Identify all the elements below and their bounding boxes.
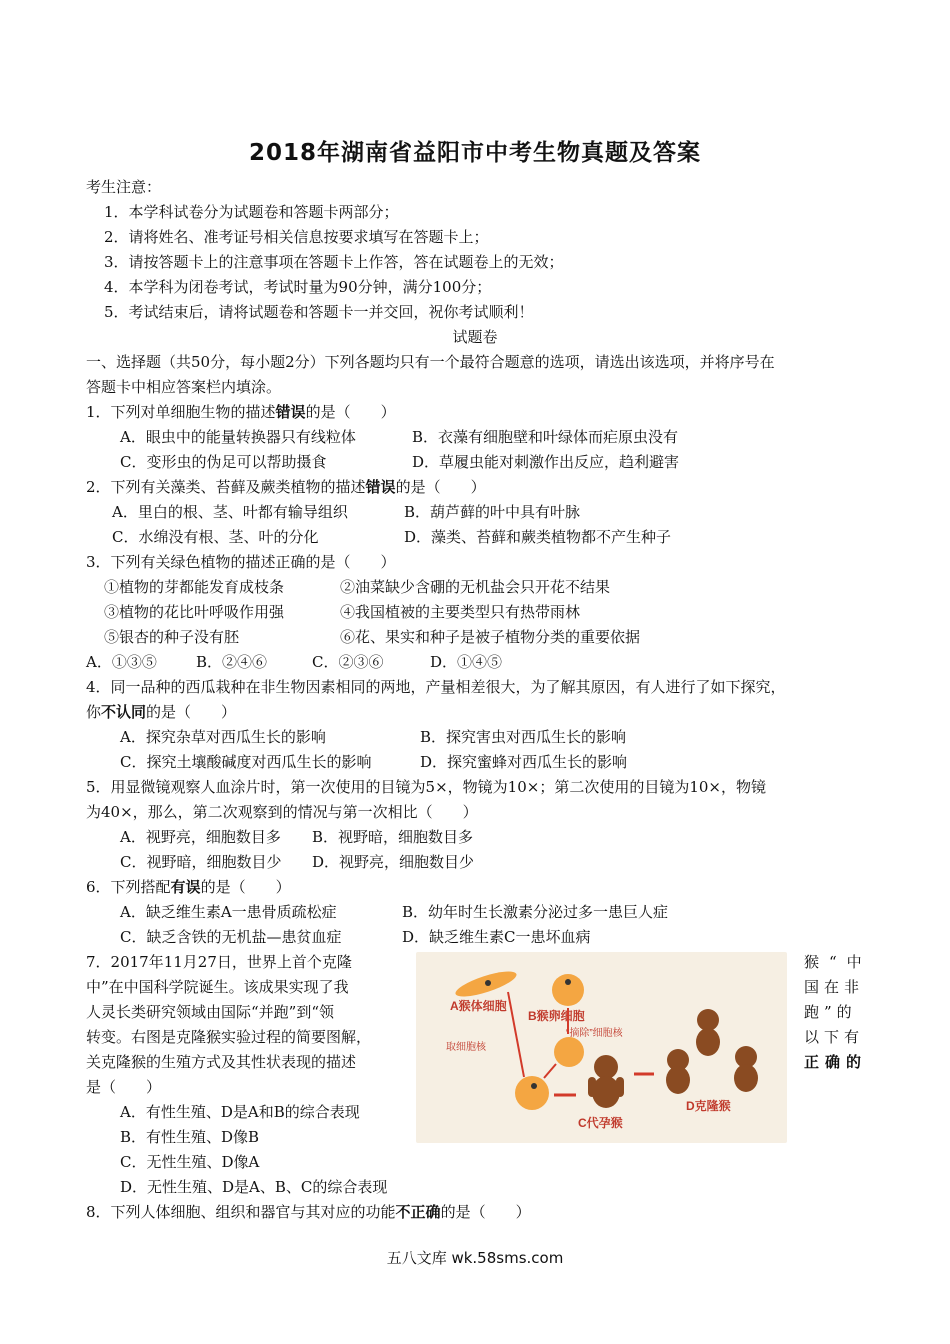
option-c: C．视野暗，细胞数目少	[120, 853, 282, 871]
option-b: B．葫芦藓的叶中具有叶脉	[404, 503, 581, 521]
question-3-stem: 3．下列有关绿色植物的描述正确的是（ ）	[86, 553, 396, 571]
option-d: D．草履虫能对刺激作出反应，趋利避害	[412, 453, 680, 471]
option-a: A．里白的根、茎、叶都有输导组织	[112, 503, 348, 521]
option-d: D．藻类、苔藓和蕨类植物都不产生种子	[404, 528, 672, 546]
question-7-text: 猴“中	[804, 953, 872, 971]
question-7-text: 关克隆猴的生殖方式及其性状表现的描述	[86, 1053, 357, 1071]
statement: ③植物的花比叶呼吸作用强	[104, 603, 285, 621]
question-7-text: 国在非	[804, 978, 865, 996]
label-b: B猴卵细胞	[528, 1009, 585, 1023]
option-b: B．幼年时生长激素分泌过多一患巨人症	[402, 903, 669, 921]
option-b: B．视野暗，细胞数目多	[312, 828, 474, 846]
question-4-stem-cont: 你不认同的是（ ）	[86, 703, 237, 721]
question-1-stem: 1．下列对单细胞生物的描述错误的是（ ）	[86, 403, 396, 421]
monkey-d-icon	[666, 1009, 758, 1094]
question-5-stem: 5．用显微镜观察人血涂片时，第一次使用的目镜为5×，物镜为10×；第二次使用的目镜为10×，物镜	[86, 778, 766, 796]
section-instruction: 一、选择题（共50分，每小题2分）下列各题均只有一个最符合题意的选项，请选出该选项，并将序号在	[86, 353, 775, 371]
statement: ②油菜缺少含硼的无机盐会只开花不结果	[340, 578, 611, 596]
question-7-text: 转变。右图是克隆猴实验过程的简要图解，	[86, 1028, 372, 1046]
question-7-text: 正确的	[804, 1053, 868, 1071]
option-a: A．探究杂草对西瓜生长的影响	[120, 728, 326, 746]
option-b: B．衣藻有细胞壁和叶绿体而疟原虫没有	[412, 428, 679, 446]
option-d: D．缺乏维生素C一患坏血病	[402, 928, 591, 946]
monkey-c-icon	[588, 1055, 624, 1108]
option-d: D．探究蜜蜂对西瓜生长的影响	[420, 753, 628, 771]
option-c: C．无性生殖、D像A	[120, 1153, 260, 1171]
question-7-text: 人灵长类研究领域由国际“并跑”到“领	[86, 1003, 335, 1021]
arrow-icon	[544, 1064, 556, 1078]
clone-monkey-figure	[416, 952, 787, 1143]
question-7-text: 以下有	[804, 1028, 865, 1046]
notice-item: 1．本学科试卷分为试题卷和答题卡两部分；	[104, 203, 399, 221]
page-title: 2018年湖南省益阳市中考生物真题及答案	[248, 140, 701, 166]
option-a: A．视野亮，细胞数目多	[120, 828, 281, 846]
option-c: C．探究土壤酸碱度对西瓜生长的影响	[120, 753, 372, 771]
footer-watermark: 五八文库 wk.58sms.com	[386, 1249, 564, 1267]
question-6-stem: 6．下列搭配有误的是（ ）	[86, 878, 291, 896]
option-a: A．眼虫中的能量转换器只有线粒体	[120, 428, 356, 446]
option-d: D．①④⑤	[430, 653, 503, 671]
statement: ⑤银杏的种子没有胚	[104, 628, 240, 646]
label-d: D克隆猴	[686, 1099, 731, 1113]
option-c: C．缺乏含铁的无机盐—患贫血症	[120, 928, 342, 946]
section-instruction: 答题卡中相应答案栏内填涂。	[86, 378, 282, 396]
question-4-stem: 4．同一品种的西瓜栽种在非生物因素相同的两地，产量相差很大，为了解其原因，有人进行了如下探究，	[86, 678, 786, 696]
option-a: A．有性生殖、D是A和B的综合表现	[120, 1103, 360, 1121]
statement: ⑥花、果实和种子是被子植物分类的重要依据	[340, 628, 641, 646]
option-d: D．无性生殖、D是A、B、C的综合表现	[120, 1178, 388, 1196]
notice-item: 5．考试结束后，请将试题卷和答题卡一并交回，祝你考试顺利！	[104, 303, 534, 321]
egg-cell-icon	[552, 974, 584, 1006]
question-8-stem: 8．下列人体细胞、组织和器官与其对应的功能不正确的是（ ）	[86, 1203, 531, 1221]
notice-heading: 考生注意：	[86, 178, 162, 196]
question-7-text: 7．2017年11月27日，世界上首个克隆	[86, 953, 352, 971]
option-b: B．②④⑥	[196, 653, 268, 671]
label-remove: “摘除”细胞核	[566, 1028, 623, 1039]
notice-item: 2．请将姓名、准考证号相关信息按要求填写在答题卡上；	[104, 228, 489, 246]
arrow-icon	[508, 992, 524, 1077]
label-take: 取细胞核	[446, 1042, 486, 1053]
option-b: B．探究害虫对西瓜生长的影响	[420, 728, 627, 746]
notice-item: 4．本学科为闭卷考试，考试时量为90分钟，满分100分；	[104, 278, 492, 296]
statement: ④我国植被的主要类型只有热带雨林	[340, 603, 581, 621]
label-a: A猴体细胞	[450, 999, 507, 1013]
option-a: A．缺乏维生素A一患骨质疏松症	[120, 903, 337, 921]
option-a: A．①③⑤	[86, 653, 157, 671]
option-c: C．②③⑥	[312, 653, 384, 671]
option-c: C．变形虫的伪足可以帮助摄食	[120, 453, 327, 471]
option-d: D．视野亮，细胞数目少	[312, 853, 475, 871]
question-7-text: 是（ ）	[86, 1078, 162, 1096]
option-b: B．有性生殖、D像B	[120, 1128, 260, 1146]
fused-cell-icon	[515, 1076, 549, 1110]
question-2-stem: 2．下列有关藻类、苔藓及蕨类植物的描述错误的是（ ）	[86, 478, 486, 496]
question-7-text: 中”在中国科学院诞生。该成果实现了我	[86, 978, 349, 996]
label-c: C代孕猴	[578, 1116, 623, 1130]
clone-diagram	[416, 952, 787, 1143]
option-c: C．水绵没有根、茎、叶的分化	[112, 528, 319, 546]
notice-item: 3．请按答题卡上的注意事项在答题卡上作答，答在试题卷上的无效；	[104, 253, 564, 271]
statement: ①植物的芽都能发育成枝条	[104, 578, 285, 596]
enucleated-egg-icon	[554, 1037, 584, 1067]
question-5-stem-cont: 为40×，那么，第二次观察到的情况与第一次相比（ ）	[86, 803, 478, 821]
question-7-text: 跑”的	[804, 1003, 857, 1021]
section-label: 试题卷	[452, 328, 498, 346]
